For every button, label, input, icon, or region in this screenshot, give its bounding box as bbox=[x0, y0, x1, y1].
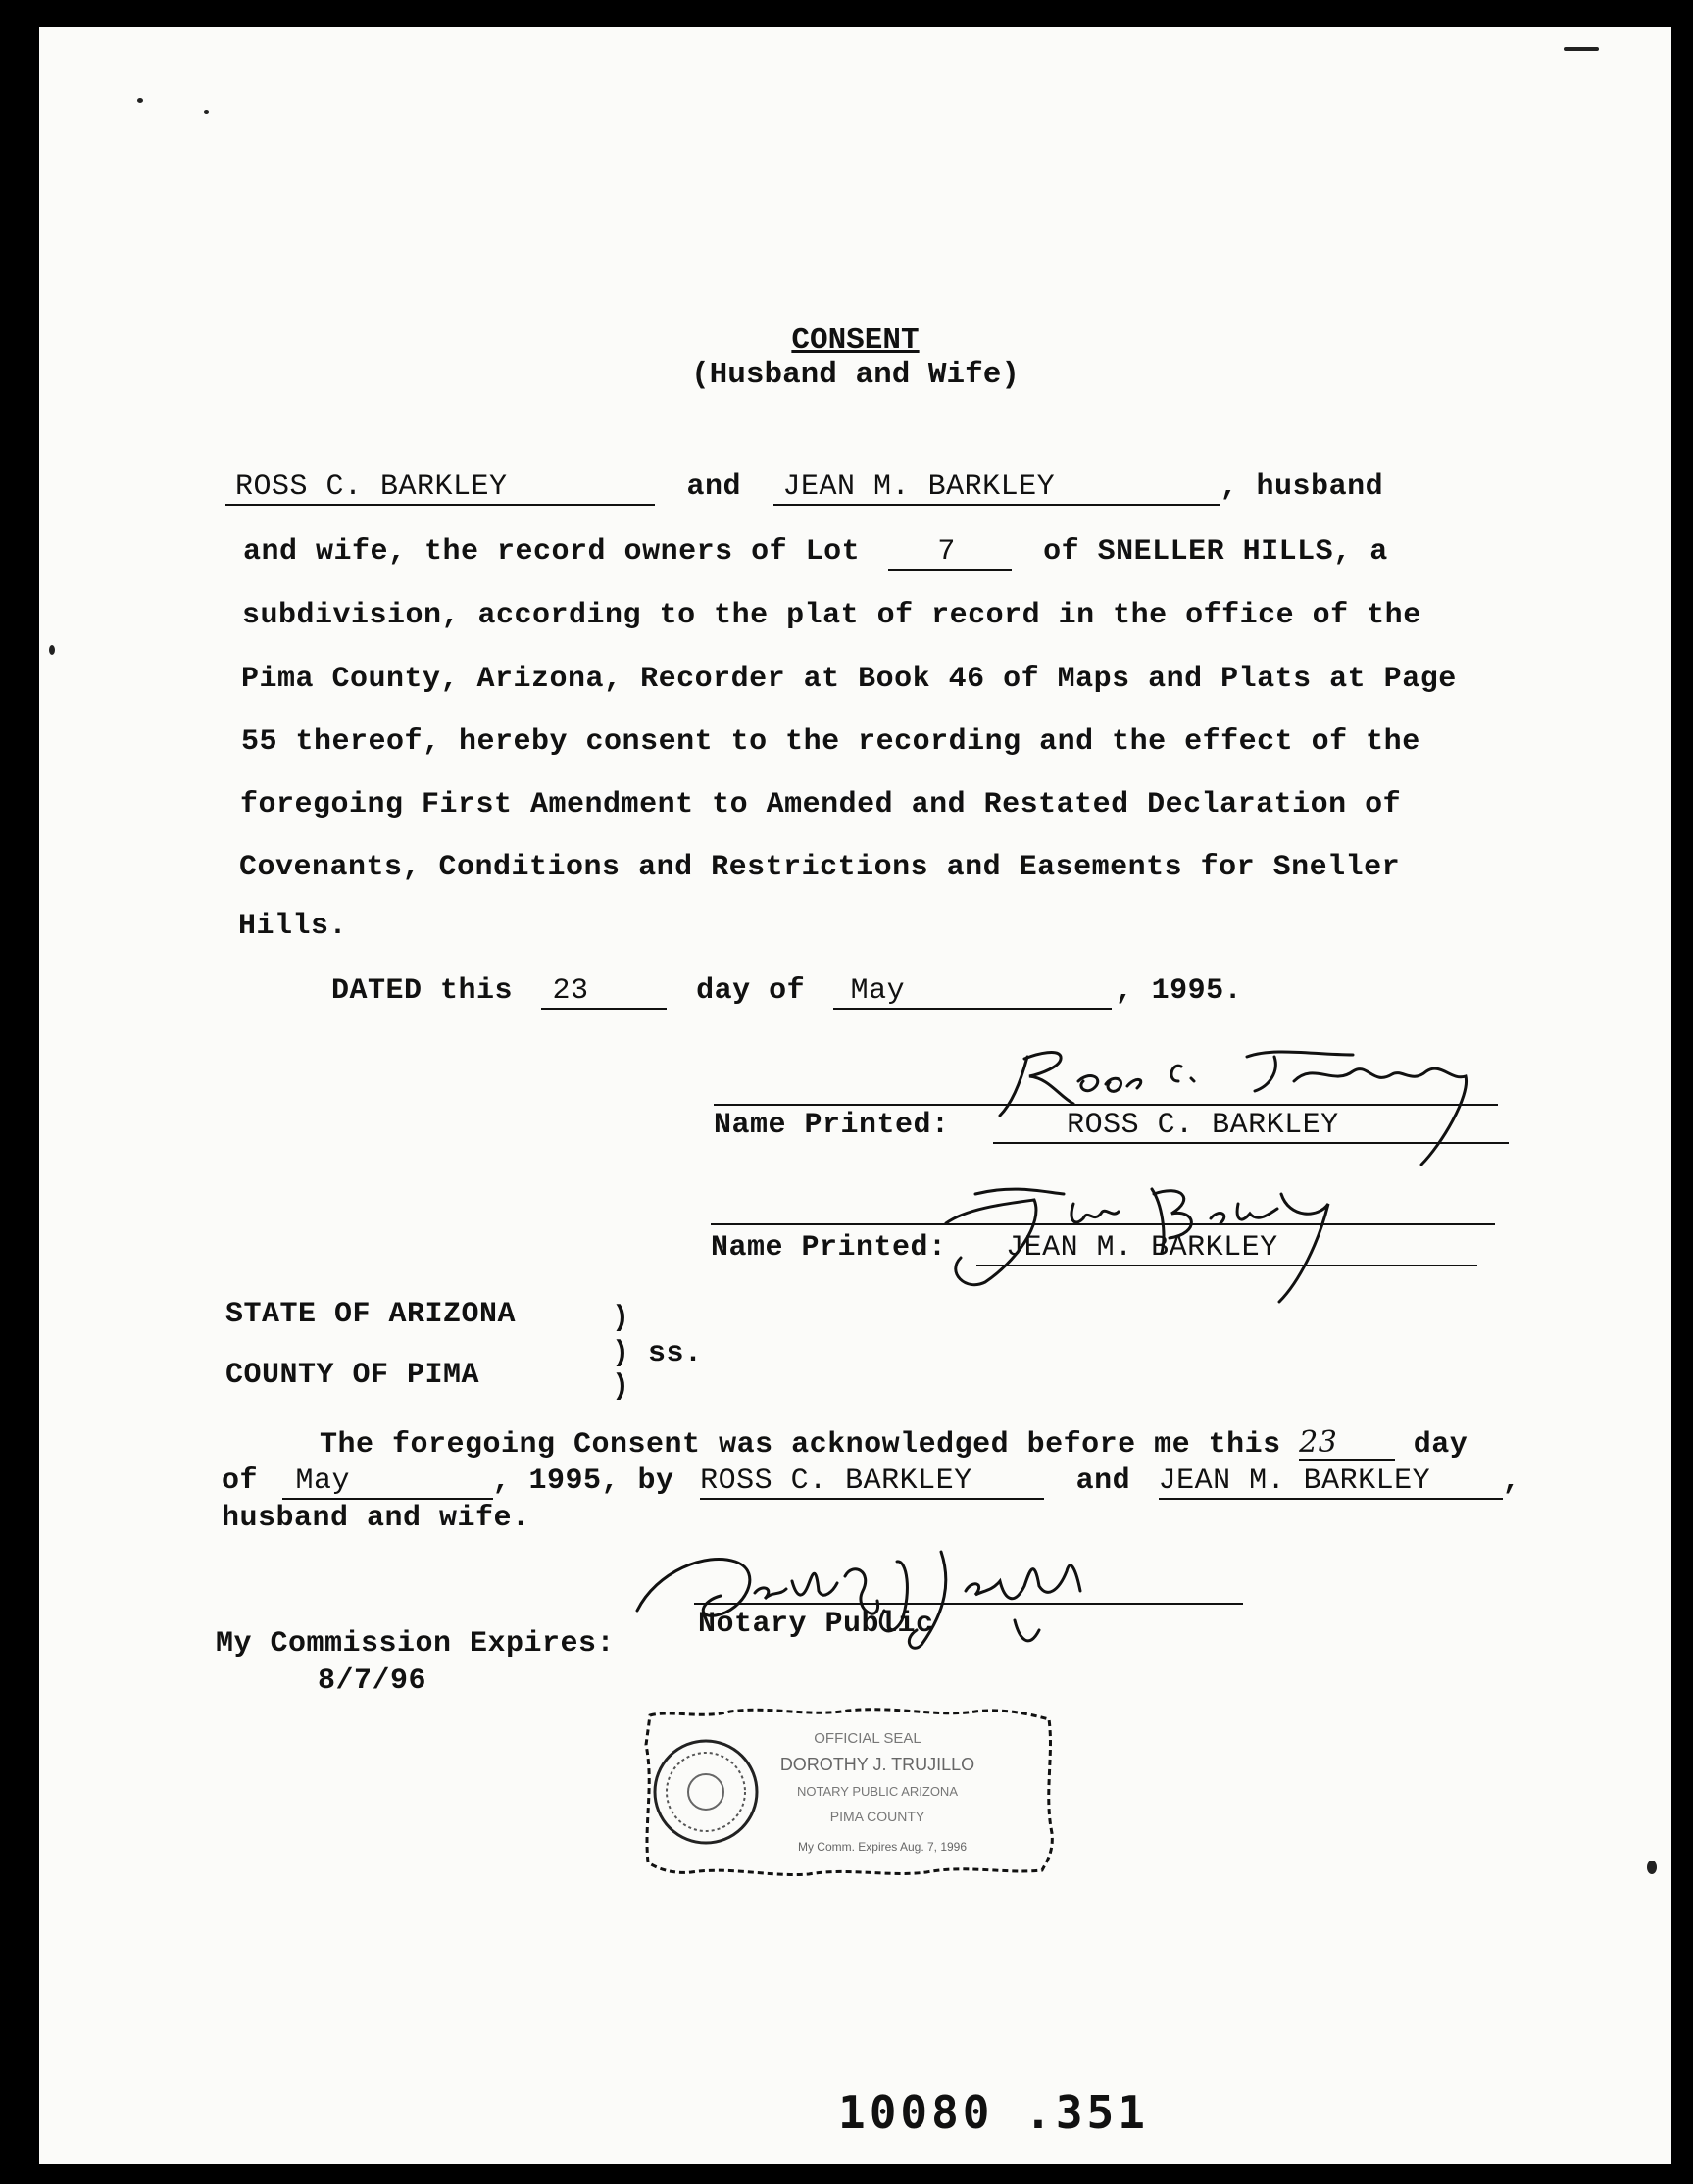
ack-prefix: The foregoing Consent was acknowledged before me this bbox=[320, 1428, 1281, 1462]
commission-date: 8/7/96 bbox=[318, 1664, 427, 1698]
signature-line-1 bbox=[714, 1104, 1498, 1106]
scan-speck bbox=[204, 110, 209, 114]
and-word: and bbox=[686, 471, 742, 504]
venue-county: COUNTY OF PIMA bbox=[225, 1359, 480, 1392]
scan-speck bbox=[137, 98, 143, 103]
ack-line-3: husband and wife. bbox=[222, 1502, 530, 1535]
title-consent: CONSENT bbox=[791, 323, 920, 358]
document-page bbox=[39, 27, 1671, 2164]
ack-month: May bbox=[282, 1466, 493, 1500]
lot-suffix: of SNELLER HILLS, a bbox=[1043, 535, 1388, 569]
dated-day: 23 bbox=[541, 976, 667, 1010]
ack-day-word: day bbox=[1413, 1428, 1469, 1462]
name-printed-label: Name Printed: bbox=[714, 1109, 950, 1142]
stamp-text: My Comm. Expires Aug. 7, 1996 bbox=[797, 1840, 968, 1854]
ack-and: and bbox=[1075, 1464, 1131, 1498]
document-number: 10080 .351 bbox=[838, 2086, 1149, 2139]
notary-signature-line bbox=[694, 1603, 1243, 1605]
ack-of: of bbox=[222, 1464, 259, 1498]
body-line: Pima County, Arizona, Recorder at Book 46 of Maps and Plats at Page bbox=[241, 663, 1457, 696]
ack-husband: ROSS C. BARKLEY bbox=[700, 1466, 1044, 1500]
subtitle-husband-wife: (Husband and Wife) bbox=[691, 358, 1020, 392]
ack-line-1 bbox=[320, 1427, 1468, 1462]
commission-label: My Commission Expires: bbox=[216, 1627, 616, 1661]
ack-day: 23 bbox=[1299, 1427, 1395, 1461]
venue-paren: ) bbox=[612, 1302, 630, 1335]
signature-line-2 bbox=[711, 1223, 1495, 1225]
husband-name: ROSS C. BARKLEY bbox=[225, 472, 655, 506]
scan-speck bbox=[49, 645, 55, 655]
dated-year: , 1995. bbox=[1115, 974, 1243, 1008]
ack-year-by: , 1995, by bbox=[492, 1464, 674, 1498]
dated-prefix: DATED this bbox=[331, 974, 514, 1008]
wife-name: JEAN M. BARKLEY bbox=[773, 472, 1220, 506]
notary-public-label: Notary Public bbox=[698, 1608, 934, 1641]
lot-prefix: and wife, the record owners of Lot bbox=[243, 535, 861, 569]
name-printed-label: Name Printed: bbox=[711, 1231, 947, 1265]
printed-name-ross: ROSS C. BARKLEY bbox=[993, 1111, 1509, 1144]
ack-wife: JEAN M. BARKLEY bbox=[1159, 1466, 1503, 1500]
venue-paren: ) bbox=[612, 1370, 630, 1404]
dated-middle: day of bbox=[696, 974, 806, 1008]
venue-ss: ) ss. bbox=[612, 1337, 703, 1370]
body-line: 55 thereof, hereby consent to the recording and the effect of the bbox=[241, 725, 1420, 759]
stamp-text: NOTARY PUBLIC ARIZONA bbox=[797, 1784, 958, 1799]
notary-stamp bbox=[642, 1706, 1059, 1877]
stamp-text: OFFICIAL SEAL bbox=[814, 1730, 921, 1747]
stamp-text: DOROTHY J. TRUJILLO bbox=[779, 1755, 975, 1774]
venue-state: STATE OF ARIZONA bbox=[225, 1298, 517, 1331]
name-printed-row-2 bbox=[711, 1231, 1477, 1266]
document-title bbox=[39, 323, 1671, 392]
printed-name-jean: JEAN M. BARKLEY bbox=[976, 1233, 1477, 1266]
husband-word: , husband bbox=[1220, 471, 1384, 504]
body-line: Hills. bbox=[238, 910, 348, 943]
body-line: Covenants, Conditions and Restrictions and Easements for Sneller bbox=[239, 851, 1401, 884]
ack-line-2 bbox=[222, 1464, 1520, 1500]
parties-line bbox=[225, 471, 1383, 506]
stamp-text: PIMA COUNTY bbox=[829, 1809, 925, 1824]
dated-line bbox=[331, 974, 1242, 1010]
ack-comma: , bbox=[1502, 1464, 1521, 1498]
lot-line bbox=[243, 535, 1388, 571]
lot-number: 7 bbox=[888, 537, 1012, 571]
dated-month: May bbox=[833, 976, 1112, 1010]
body-line: subdivision, according to the plat of record in the office of the bbox=[242, 599, 1421, 632]
name-printed-row-1 bbox=[714, 1109, 1509, 1144]
scan-speck bbox=[1564, 47, 1599, 51]
scan-speck bbox=[1647, 1861, 1657, 1874]
body-line: foregoing First Amendment to Amended and Restated Declaration of bbox=[240, 788, 1402, 821]
